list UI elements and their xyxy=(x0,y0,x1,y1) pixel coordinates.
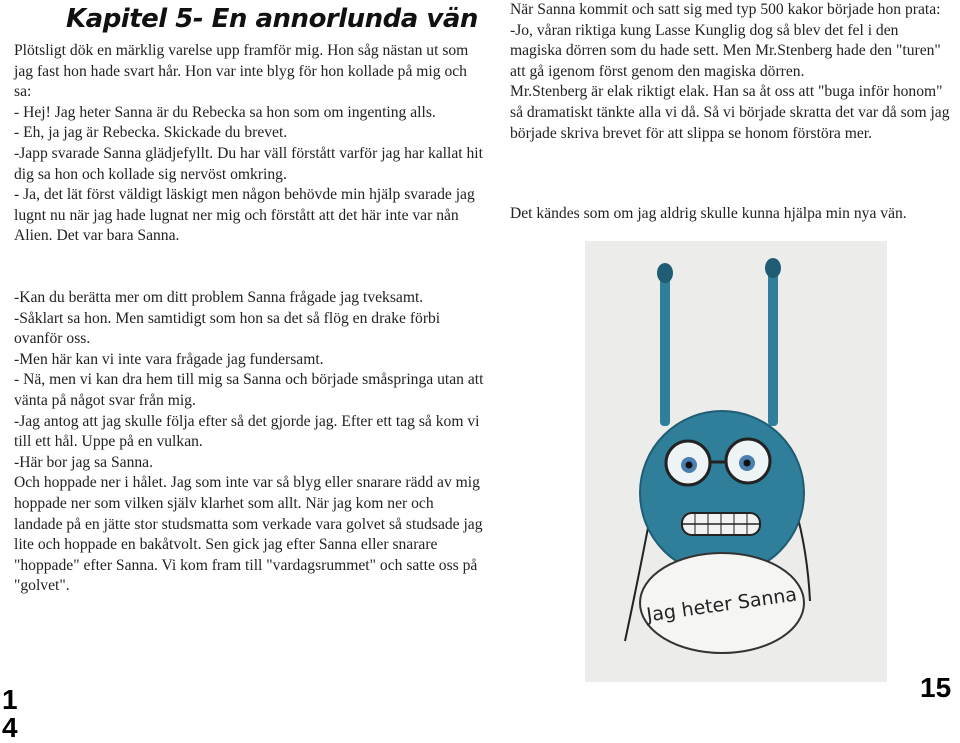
paragraph: När Sanna kommit och satt sig med typ 500 kakor började hon prata: xyxy=(510,1,941,18)
mouth xyxy=(682,513,760,535)
paragraph: -Jag antog att jag skulle följa efter så det gjorde jag. Efter ett tag så kom vi till ett hål. Uppe på en vulkan. xyxy=(14,412,480,451)
paragraph: -Här bor jag sa Sanna. xyxy=(14,453,153,471)
chapter-title: Kapitel 5- En annorlunda vän xyxy=(66,4,478,34)
paragraph: -Kan du berätta mer om ditt problem Sanna frågade jag tveksamt. xyxy=(14,289,424,306)
paragraph: -Såklart sa hon. Men samtidigt som hon sa det så flög en drake förbi ovanför oss. xyxy=(14,309,441,348)
paragraph: - Hej! Jag heter Sanna är du Rebecka sa hon som om ingenting alls. xyxy=(14,103,436,121)
paragraph: -Men här kan vi inte vara frågade jag fundersamt. xyxy=(14,350,324,368)
creature-drawing xyxy=(585,241,887,682)
page-number-right: 15 xyxy=(920,672,952,703)
paragraph: Mr.Stenberg är elak riktigt elak. Han sa åt oss att "buga inför honom" så dramatiskt tänkte alla vi då. Så vi började skratta det var då som jag började skriva brevet för att slippa se honom förstöra mer. xyxy=(510,83,950,142)
paragraph: -Japp svarade Sanna glädjefyllt. Du har väll förstått varför jag har kallat hit dig sa hon och kollade sig nervöst omkring. xyxy=(14,144,483,183)
right-column-top xyxy=(510,0,950,144)
paragraph: - Nä, men vi kan dra hem till mig sa Sanna och började småspringa utan att vänta på något svar från mig. xyxy=(14,371,484,409)
page-number-left: 1 4 xyxy=(2,684,18,743)
left-column-top xyxy=(14,41,484,247)
closing-sentence: Det kändes som om jag aldrig skulle kunna hjälpa min nya vän. xyxy=(510,205,907,222)
paragraph: - Eh, ja jag är Rebecka. Skickade du brevet. xyxy=(14,124,288,142)
speech-bubble-text: Jag heter Sanna xyxy=(645,583,799,627)
paragraph: Plötsligt dök en märklig varelse upp framför mig. Hon såg nästan ut som jag fast hon hade svart hår. Hon var inte blyg för hon kollade på mig och sa: xyxy=(14,42,469,101)
paragraph: - Ja, det lät först väldigt läskigt men någon behövde min hjälp svarade jag lugnt nu när jag hade lugnat ner mig och förstått att det här inte var nån Alien. Det var bara Sanna. xyxy=(14,186,475,245)
paragraph: -Jo, våran riktiga kung Lasse Kunglig dog så blev det fel i den magiska dörren som du hade sett. Men Mr.Stenberg hade den "turen" att gå igenom först genom den magiska dörren. xyxy=(510,21,941,80)
creature-head xyxy=(640,411,804,575)
paragraph: Och hoppade ner i hålet. Jag som inte var så blyg eller snarare rädd av mig hoppade ner som vilken själv klarhet som allt. När jag kom ner och landade på en jätte stor studsmatta som verkade vara golvet så studsade jag lite och hoppade en bakåtvolt. Sen gick jag efter Sanna eller snarare "hoppade" efter Sanna. Vi kom fram till "vardagsrummet" och satte oss på "golvet". xyxy=(14,474,483,595)
left-column-bottom xyxy=(14,288,484,597)
